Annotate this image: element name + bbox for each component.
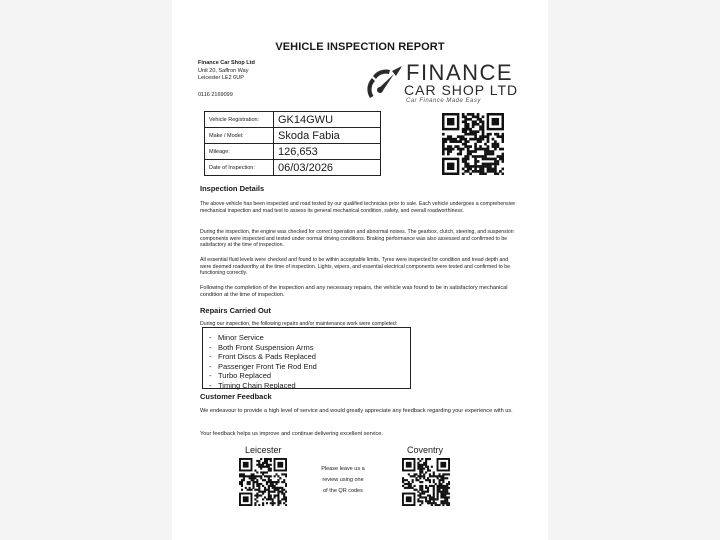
qr-code-graphic xyxy=(239,458,287,506)
review-line-3: of the QR codes xyxy=(323,488,363,494)
qr-code-icon[interactable] xyxy=(239,458,287,506)
inspection-date-label: Date of Inspection: xyxy=(205,160,274,176)
inspection-paragraph-2: During the inspection, the engine was checked for correct operation and abnormal noises. The gearbox, clutch, steering, and suspension components were inspected and tested under normal driving conditions. Braking performance was also assessed and confirmed to be satisfactory at the time of inspection. xyxy=(200,229,514,248)
qr-code-graphic xyxy=(442,113,504,175)
logo-line-2: CAR SHOP LTD xyxy=(404,82,519,98)
list-item: - Front Discs & Pads Replaced xyxy=(209,352,410,362)
feedback-paragraph-1: We endeavour to provide a high level of service and would greatly appreciate any feedback regarding your experience with us. xyxy=(200,408,513,414)
report-title: VEHICLE INSPECTION REPORT xyxy=(275,41,445,53)
report-page xyxy=(172,0,548,540)
list-item: - Both Front Suspension Arms xyxy=(209,343,410,353)
address-line-2: Leicester LE2 6UP xyxy=(198,75,244,81)
coventry-label: Coventry xyxy=(407,445,444,455)
repairs-list xyxy=(203,328,410,390)
repairs-list-box xyxy=(202,327,411,389)
company-name: Finance Car Shop Ltd xyxy=(198,60,255,66)
list-item: - Timing Chain Replaced xyxy=(209,381,410,391)
company-logo xyxy=(360,58,520,108)
review-line-1: Please leave us a xyxy=(321,466,365,472)
table-row xyxy=(205,144,381,160)
mileage-label: Mileage: xyxy=(205,144,274,160)
qr-code-icon[interactable] xyxy=(402,458,450,506)
vehicle-registration-label: Vehicle Registration: xyxy=(205,112,274,128)
inspection-paragraph-1: The above vehicle has been inspected and road tested by our qualified technician prior to sale. Each vehicle undergoes a comprehensive mechanical inspection and road test to assess its general mechanical condition, safety, and overall roadworthiness. xyxy=(200,201,516,214)
review-line-2: review using one xyxy=(322,477,364,483)
list-item: - Passenger Front Tie Rod End xyxy=(209,362,410,372)
address-line-1: Unit 20, Saffron Way xyxy=(198,67,249,74)
list-item: - Minor Service xyxy=(209,333,410,343)
backdrop-left xyxy=(0,0,172,540)
inspection-paragraph-4: Following the completion of the inspection and any necessary repairs, the vehicle was found to be in satisfactory mechanical condition at the time of inspection. xyxy=(200,285,508,298)
mileage-value: 126,653 xyxy=(274,144,381,160)
qr-code-graphic xyxy=(402,458,450,506)
vehicle-details-table xyxy=(204,111,381,176)
inspection-details-heading: Inspection Details xyxy=(200,184,265,193)
repairs-intro: During our inspection, the following repairs and/or maintenance work were completed: xyxy=(200,321,398,327)
customer-feedback-heading: Customer Feedback xyxy=(200,392,272,401)
make-model-label: Make / Model: xyxy=(205,128,274,144)
logo-tagline: Car Finance Made Easy xyxy=(406,98,481,104)
table-row xyxy=(205,112,381,128)
company-address xyxy=(198,60,255,83)
feedback-paragraph-2: Your feedback helps us improve and continue delivering excellent service. xyxy=(200,431,383,437)
review-instructions xyxy=(312,464,374,497)
inspection-date-value: 06/03/2026 xyxy=(274,160,381,176)
table-row xyxy=(205,160,381,176)
inspection-paragraph-3: All essential fluid levels were checked and found to be within acceptable limits. Tyres were inspected for condition and tread depth and were deemed roadworthy at the time of inspection. Lights, wipers, and essential electrical components were tested and confirmed to be functioning correctly. xyxy=(200,257,510,276)
qr-code-icon[interactable] xyxy=(442,113,504,175)
speedometer-icon xyxy=(360,64,406,104)
table-row xyxy=(205,128,381,144)
vehicle-registration-value: GK14GWU xyxy=(274,112,381,128)
list-item: - Turbo Replaced xyxy=(209,371,410,381)
logo-line-1: FINANCE xyxy=(406,60,514,85)
leicester-label: Leicester xyxy=(245,445,282,455)
repairs-heading: Repairs Carried Out xyxy=(200,306,271,315)
company-phone: 0116 2169099 xyxy=(198,92,233,98)
backdrop-right xyxy=(548,0,720,540)
make-model-value: Skoda Fabia xyxy=(274,128,381,144)
